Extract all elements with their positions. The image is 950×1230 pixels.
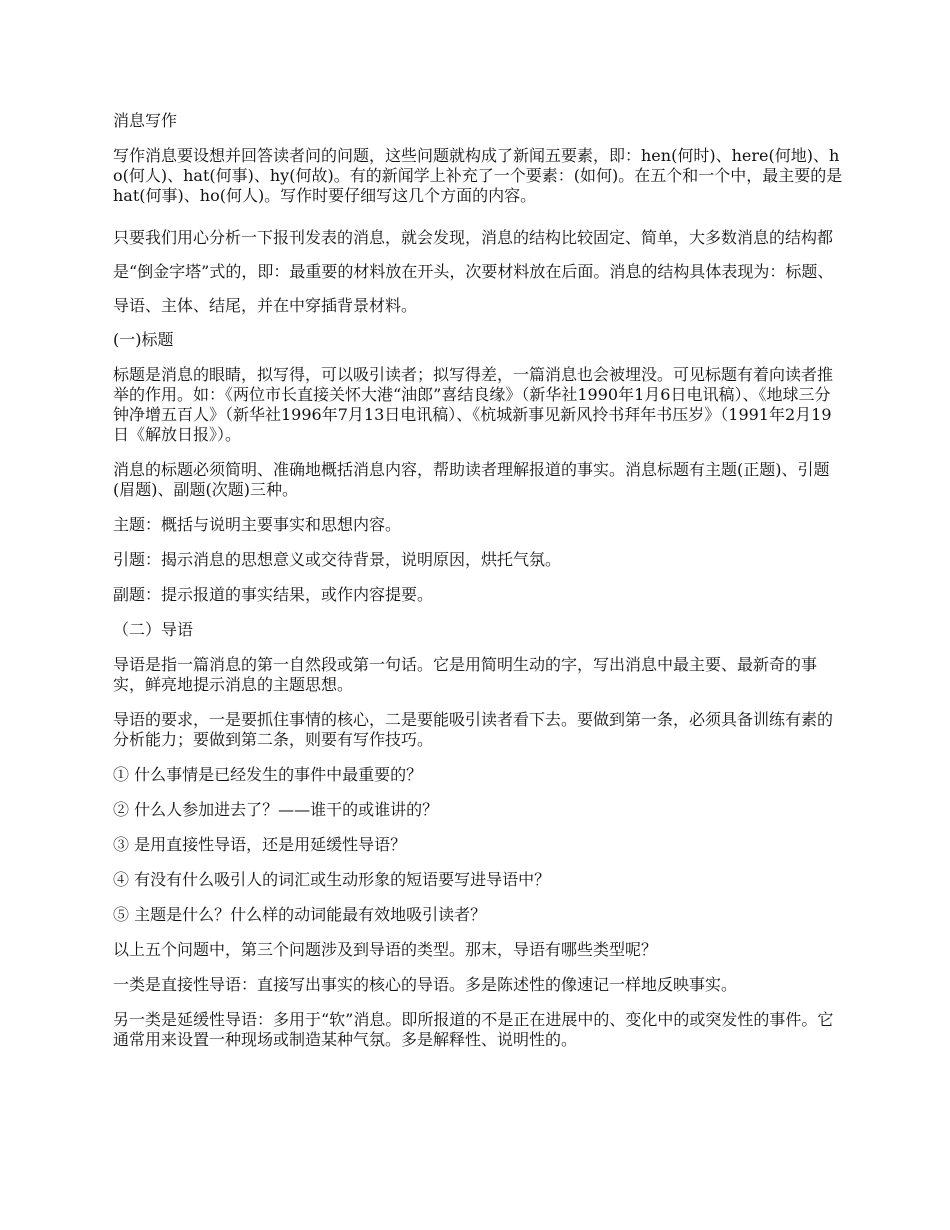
question-item-5: ⑤ 主题是什么？什么样的动词能最有效地吸引读者？ [113,905,487,924]
question-item-1: ① 什么事情是已经发生的事件中最重要的？ [113,765,423,784]
document-body [113,111,843,1065]
paragraph-subtitle: 副题：提示报道的事实结果，或作内容提要。 [113,585,434,604]
paragraph-delayed-lead: 另一类是延缓性导语：多用于“软”消息。即所报道的不是正在进展中的、变化中的或突发性的事件。它通常用来设置一种现场或制造某种气氛。多是解释性、说明性的。 [113,1010,834,1049]
paragraph-lead-requirements: 导语的要求，一是要抓住事情的核心，二是要能吸引读者看下去。要做到第一条，必须具备训练有素的分析能力；要做到第二条，则要有写作技巧。 [113,710,834,749]
question-item-3: ③ 是用直接性导语，还是用延缓性导语？ [113,835,407,854]
document-title: 消息写作 [113,111,178,130]
paragraph-lead-types-intro: 以上五个问题中，第三个问题涉及到导语的类型。那末，导语有哪些类型呢？ [113,940,658,959]
paragraph-direct-lead: 一类是直接性导语：直接写出事实的核心的导语。多是陈述性的像速记一样地反映事实。 [113,975,738,994]
question-item-4: ④ 有没有什么吸引人的词汇或生动形象的短语要写进导语中？ [113,870,551,889]
paragraph-lead-title: 引题：揭示消息的思想意义或交待背景，说明原因，烘托气氛。 [113,550,562,569]
paragraph-structure: 只要我们用心分析一下报刊发表的消息，就会发现，消息的结构比较固定、简单，大多数消息的结构都是“倒金字塔”式的，即：最重要的材料放在开头，次要材料放在后面。消息的结构具体表现为：标题、导语、主体、结尾，并在中穿插背景材料。 [113,228,834,315]
paragraph-lead-definition: 导语是指一篇消息的第一自然段或第一句话。它是用简明生动的字，写出消息中最主要、最新奇的事实，鲜亮地提示消息的主题思想。 [113,655,818,694]
paragraph-title-requirements: 消息的标题必须简明、准确地概括消息内容，帮助读者理解报道的事实。消息标题有主题(正题)、引题(眉题)、副题(次题)三种。 [113,460,830,499]
paragraph-main-title: 主题：概括与说明主要事实和思想内容。 [113,515,402,534]
section-heading-title: (一)标题 [113,330,174,349]
question-item-2: ② 什么人参加进去了？——谁干的或谁讲的？ [113,800,439,819]
paragraph-title-examples: 标题是消息的眼睛，拟写得，可以吸引读者；拟写得差，一篇消息也会被埋没。可见标题有着向读者推举的作用。如：《两位市长直接关怀大港“油郎”喜结良缘》（新华社1990年1月6日电讯稿）、《地球三分钟净增五百人》（新华社1996年7月13日电讯稿）、《杭城新事见新风拎书拜年书压岁》（1991年2月19日《解放日报》）。 [113,365,834,444]
section-heading-lead: （二）导语 [113,620,194,639]
paragraph-five-elements: 写作消息要设想并回答读者问的问题，这些问题就构成了新闻五要素，即：hen(何时)、here(何地)、ho(何人)、hat(何事)、hy(何故)。有的新闻学上补充了一个要素：(如何)。在五个和一个中，最主要的是hat(何事)、ho(何人)。写作时要仔细写这几个方面的内容。 [113,146,843,205]
